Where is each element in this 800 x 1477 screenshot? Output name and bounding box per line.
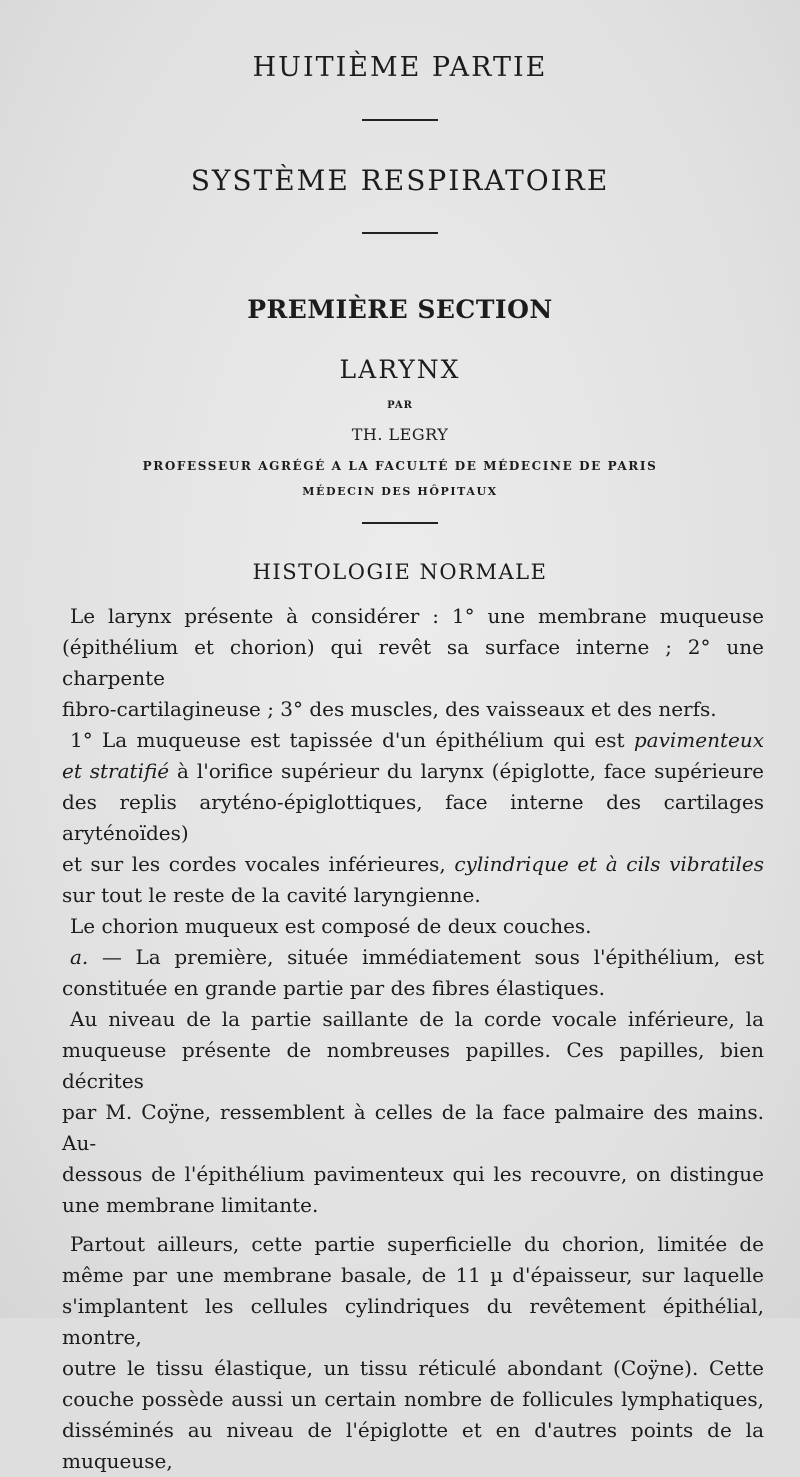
text-line: (épithélium et chorion) qui revêt sa surface interne ; 2° une charpente [62,635,764,690]
text-line: une membrane limitante. [62,1193,319,1217]
text-line: Au niveau de la partie saillante de la corde vocale inférieure, la [70,1007,764,1031]
section-title: PREMIÈRE SECTION [247,295,553,324]
text-line: sur tout le reste de la cavité laryngienne. [62,883,481,907]
text-line: constituée en grande partie par des fibres élastiques. [62,976,605,1000]
text-line: Le larynx présente à considérer : 1° une membrane muqueuse [70,604,764,628]
text-line: et sur les cordes vocales inférieures, cylindrique et à cils vibratiles [62,852,764,876]
text-line: des replis aryténo-épiglottiques, face interne des cartilages aryténoïdes) [62,790,764,845]
title-divider [362,522,438,524]
text-line: 1° La muqueuse est tapissée d'un épithélium qui est pavimenteux [70,728,764,752]
text-line: couche possède aussi un certain nombre de follicules lymphatiques, [62,1387,764,1411]
author-affiliation: PROFESSEUR AGRÉGÉ A LA FACULTÉ DE MÉDECINE DE PARIS [142,459,658,473]
text-line: dessous de l'épithélium pavimenteux qui les recouvre, on distingue [62,1162,764,1186]
text-line: et stratifié à l'orifice supérieur du larynx (épiglotte, face supérieure [62,759,765,783]
byline-par: PAR [387,400,413,411]
author-name: TH. LEGRY [351,425,449,444]
text-line: disséminés au niveau de l'épiglotte et en d'autres points de la muqueuse, [62,1418,764,1473]
text-line: a. — La première, située immédiatement sous l'épithélium, est [70,945,765,969]
text-line: par M. Coÿne, ressemblent à celles de la face palmaire des mains. Au- [62,1100,764,1155]
text-line: outre le tissu élastique, un tissu réticulé abondant (Coÿne). Cette [62,1356,764,1380]
body-text [62,601,764,1477]
text-line: s'implantent les cellules cylindriques du revêtement épithélial, montre, [62,1294,764,1349]
text-line: fibro-cartilagineuse ; 3° des muscles, des vaisseaux et des nerfs. [62,697,717,721]
text-line: même par une membrane basale, de 11 µ d'épaisseur, sur laquelle [62,1263,764,1287]
title-divider [362,232,438,234]
text-line: muqueuse présente de nombreuses papilles. Ces papilles, bien décrites [62,1038,764,1093]
part-title: HUITIÈME PARTIE [252,52,548,83]
text-line: Le chorion muqueux est composé de deux couches. [70,914,592,938]
text-line: Partout ailleurs, cette partie superficielle du chorion, limitée de [70,1232,764,1256]
subsection-title: HISTOLOGIE NORMALE [252,560,548,584]
title-divider [362,119,438,121]
author-position: MÉDECIN DES HÔPITAUX [302,485,498,498]
system-title: SYSTÈME RESPIRATOIRE [190,164,610,197]
chapter-title: LARYNX [339,355,461,384]
